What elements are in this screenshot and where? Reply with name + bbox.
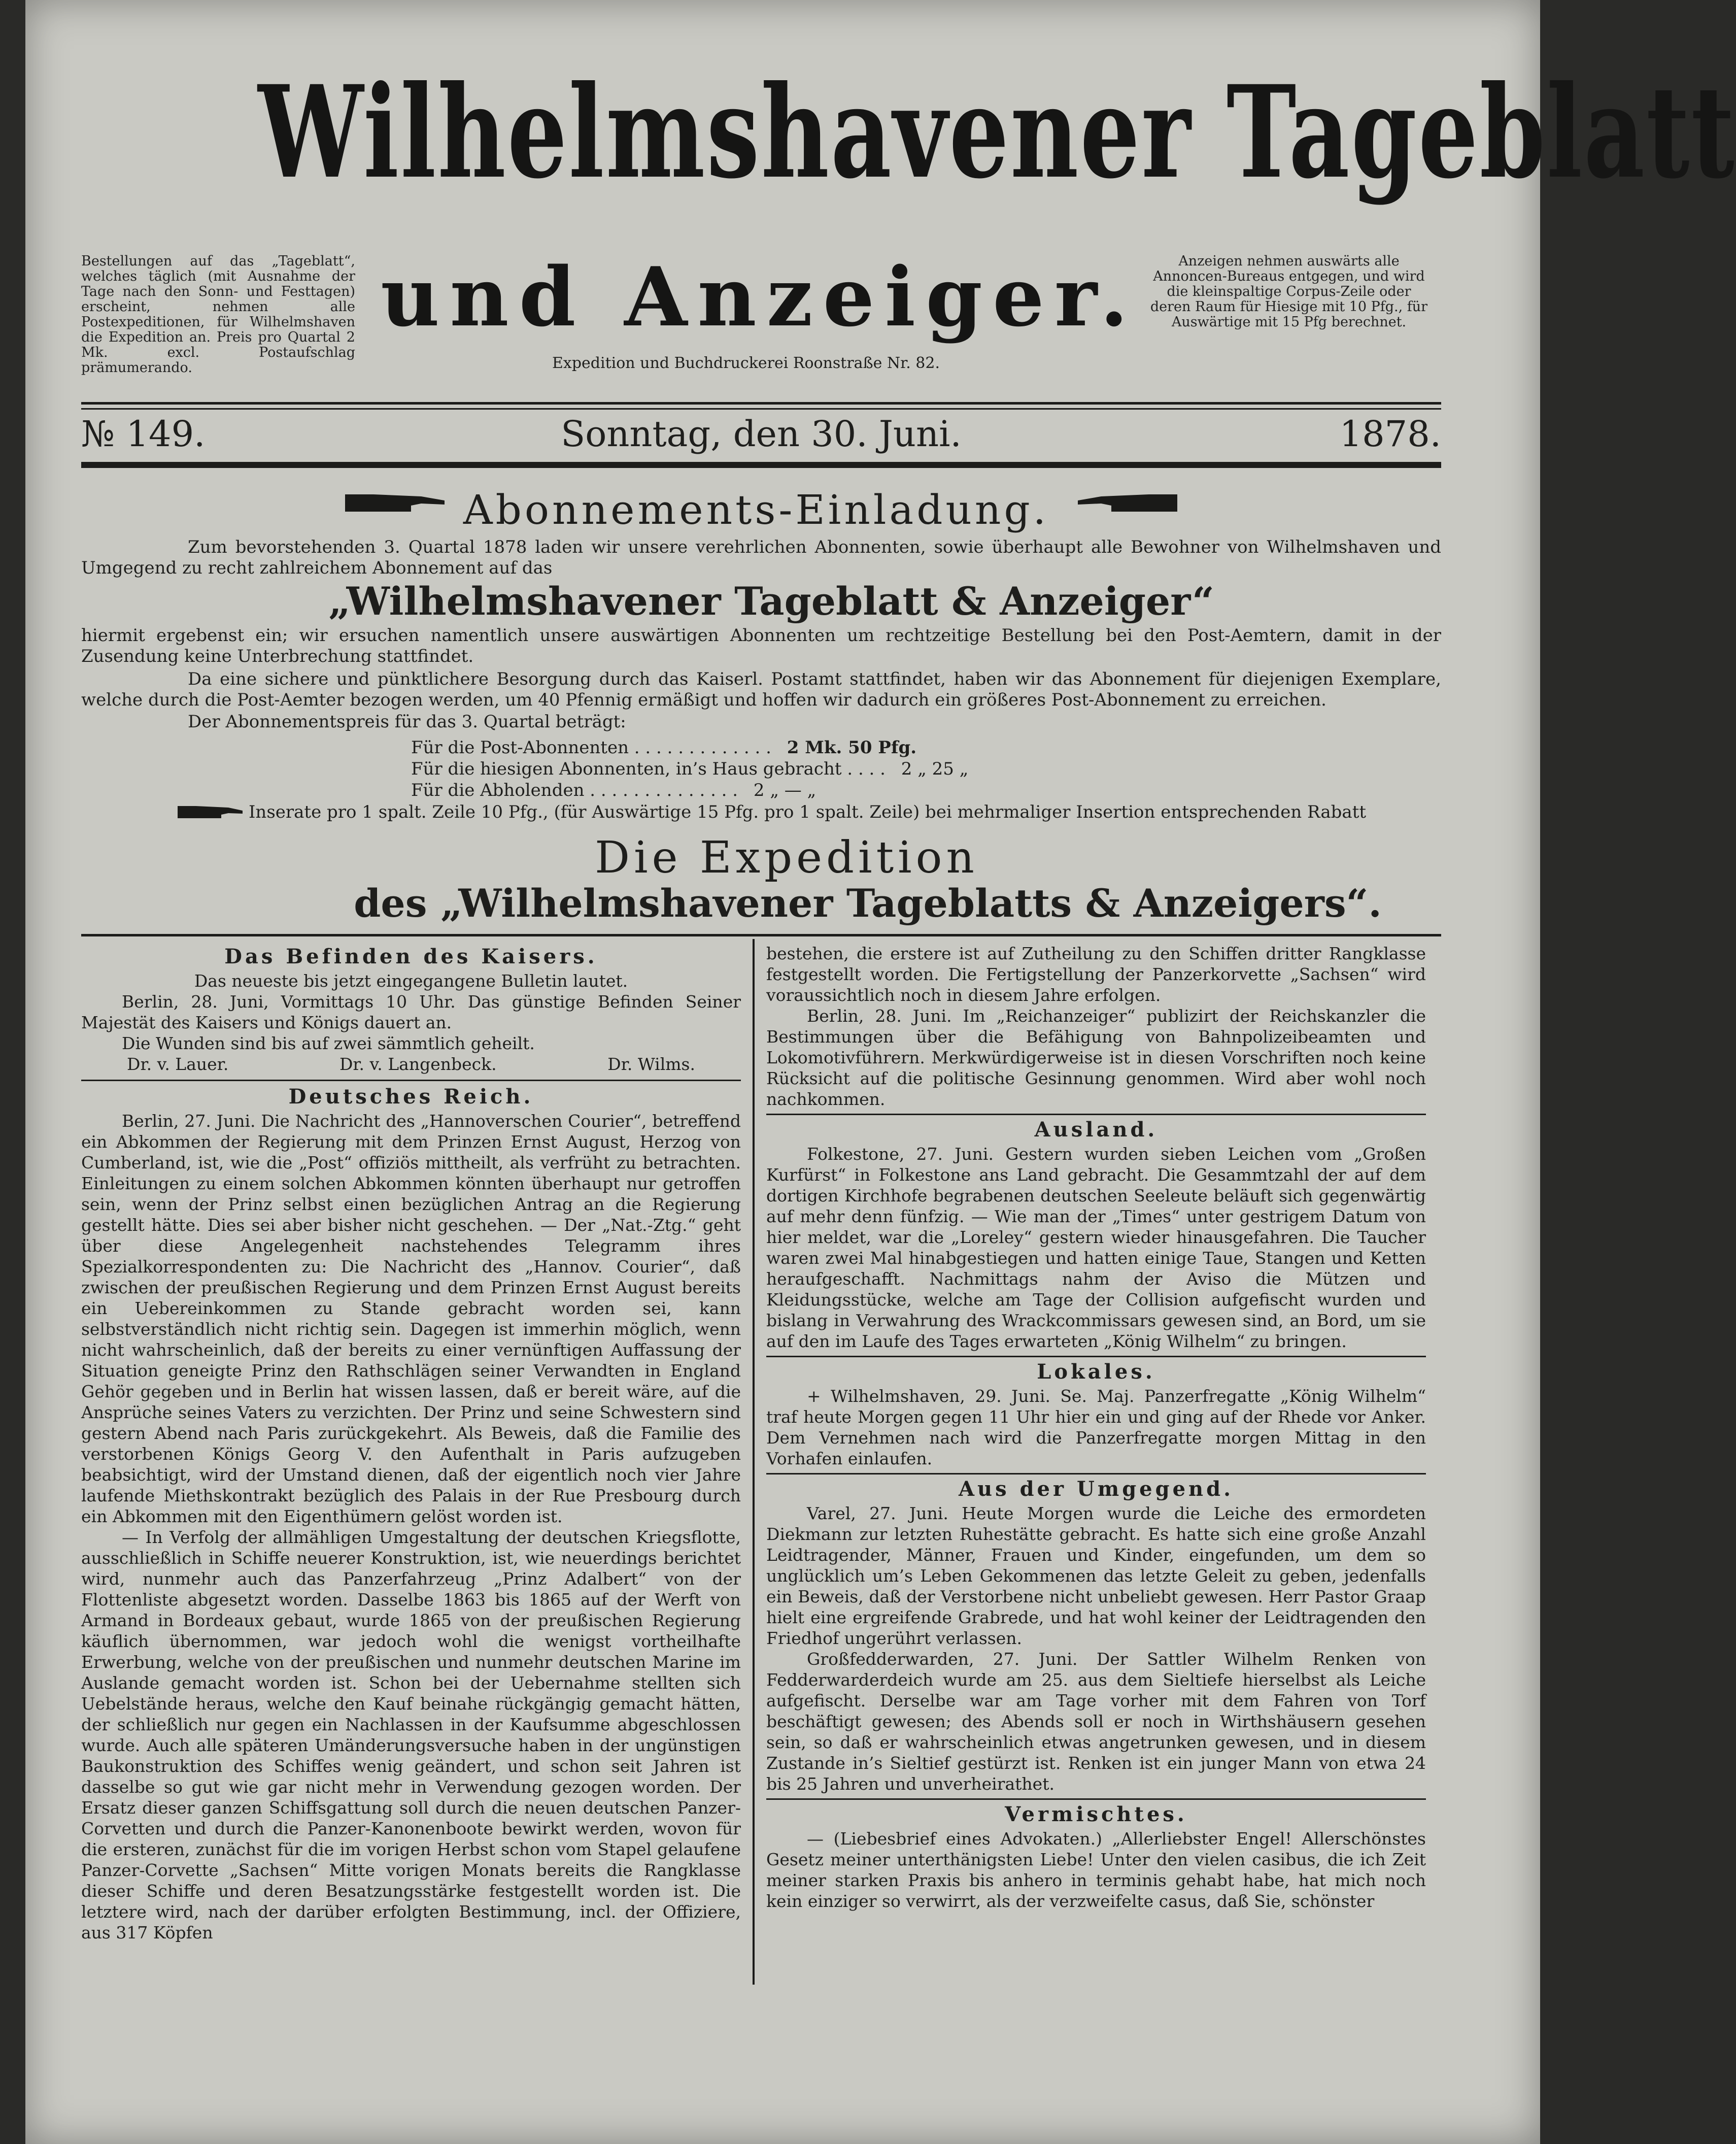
subscription-heading: Abonnements-Einladung. <box>463 486 1049 533</box>
signature-expedition: Die Expedition <box>595 832 978 883</box>
pointing-hand-right-icon <box>345 487 447 518</box>
price-value: 2 „ 25 „ <box>901 759 969 779</box>
price-label: Für die Post-Abonnenten <box>411 738 629 758</box>
issue-date: Sonntag, den 30. Juni. <box>561 413 962 455</box>
signature-paper: des „Wilhelmshavener Tageblatts & Anzeigers“. <box>354 881 1382 926</box>
rule-top-thin <box>81 402 1441 405</box>
kaiser-bulletin: Berlin, 28. Juni, Vormittags 10 Uhr. Das günstige Befinden Seiner Majestät des Kaisers und Königs dauert an. <box>81 992 741 1032</box>
price-value: 2 Mk. 50 Pfg. <box>787 738 917 758</box>
umgegend-article-1: Varel, 27. Juni. Heute Morgen wurde die Leiche des ermordeten Diekmann zur letzten Ruhestätte gebracht. Es hatte sich eine große Anzahl Leidtragender, Männer, Frauen und Kinder, eingefunden, um dem so unglücklich um’s Leben Gekommenen das letzte Geleit zu geben, jedenfalls ein Beweis, daß der Verstorbene nicht unbeliebt gewesen. Herr Pastor Graap hielt eine ergreifende Grabrede, und hat wohl keiner der Leidtragenden den Friedhof ungerührt verlassen. <box>766 1503 1426 1648</box>
pointing-hand-left-icon <box>1076 487 1177 518</box>
section-divider <box>766 1114 1426 1115</box>
lokales-article: + Wilhelmshaven, 29. Juni. Se. Maj. Panzerfregatte „König Wilhelm“ traf heute Morgen gegen 11 Uhr hier ein und ging auf der Rhede vor Anker. Dem Vernehmen nach wird die Panzerfregatte morgen Mittag in den Vorhafen einlaufen. <box>766 1386 1426 1468</box>
signature-wilms: Dr. Wilms. <box>607 1054 695 1074</box>
umgegend-article-2: Großfedderwarden, 27. Juni. Der Sattler Wilhelm Renken von Fedderwarderdeich wurde am 25. aus dem Sieltiefe hierselbst als Leiche aufgefischt. Derselbe war am Tage vorher mit dem Fahren von Torf beschäftigt gewesen; des Abends soll er noch in Wirthshäusern gesehen sein, so daß er wahrscheinlich etwas angetrunken gewesen, und in diesem Zustande in’s Sieltief gestürzt ist. Renken ist ein junger Mann von etwa 24 bis 25 Jahren und unverheirathet. <box>766 1649 1426 1794</box>
section-title-umgegend: Aus der Umgegend. <box>959 1477 1234 1501</box>
section-divider <box>81 1080 741 1081</box>
vermischtes-article: — (Liebesbrief eines Advokaten.) „Allerliebster Engel! Allerschönstes Gesetz meiner unterthänigsten Liebe! Unter den vielen casibus, die ich Zeit meiner starken Praxis bis anhero in terminis gehabt habe, hat mich noch kein einziger so verwirrt, als der verzweifelte casus, daß Sie, schönster <box>766 1829 1426 1911</box>
subscription-intro: Zum bevorstehenden 3. Quartal 1878 laden wir unsere verehrlichen Abonnenten, sowie überhaupt alle Bewohner von Wilhelmshaven und Umgegend zu recht zahlreichem Abonnement auf das <box>81 537 1441 578</box>
newspaper-page <box>25 0 1736 2144</box>
section-divider <box>766 1356 1426 1357</box>
subscription-request: hiermit ergebenst ein; wir ersuchen namentlich unsere auswärtigen Abonnenten um rechtzeitige Bestellung bei den Post-Aemtern, damit in der Zusendung keine Unterbrechung stattfindet. <box>81 625 1441 666</box>
section-title-lokales: Lokales. <box>1037 1360 1155 1384</box>
paper-name: „Wilhelmshavener Tageblatt & Anzeiger“ <box>328 579 1214 624</box>
section-title-vermischtes: Vermischtes. <box>1005 1802 1187 1826</box>
masthead-subtitle: und Anzeiger. <box>381 249 1139 345</box>
kaiser-signatures <box>81 1054 741 1075</box>
kaiser-intro: Das neueste bis jetzt eingegangene Bulletin lautet. <box>194 971 628 991</box>
price-label: Für die Abholenden <box>411 780 585 800</box>
left-column <box>81 943 741 1943</box>
rule-columns-top <box>81 934 1441 936</box>
price-dots: . . . . <box>847 759 886 779</box>
section-title-reich: Deutsches Reich. <box>288 1085 534 1109</box>
imprint-line: Expedition und Buchdruckerei Roonstraße Nr. 82. <box>552 354 940 372</box>
right-column <box>766 943 1426 1912</box>
continued-article: bestehen, die erstere ist auf Zutheilung zu den Schiffen dritter Rangklasse festgestellt worden. Die Fertigstellung der Panzerkorvette „Sachsen“ wird voraussichtlich noch in diesem Jahre erfolgen. <box>766 944 1426 1005</box>
section-divider <box>766 1798 1426 1800</box>
price-intro: Der Abonnementspreis für das 3. Quartal beträgt: <box>188 712 626 732</box>
signature-langenbeck: Dr. v. Langenbeck. <box>339 1054 497 1074</box>
section-title-kaiser: Das Befinden des Kaisers. <box>224 945 598 968</box>
rule-top-thin-2 <box>81 408 1441 410</box>
price-row <box>411 758 968 780</box>
advertising-rates: Inserate pro 1 spalt. Zeile 10 Pfg., (für Auswärtige 15 Pfg. pro 1 spalt. Zeile) bei mehrmaliger Insertion entsprechenden Rabatt <box>249 802 1367 822</box>
ausland-article: Folkestone, 27. Juni. Gestern wurden sieben Leichen vom „Großen Kurfürst“ in Folkestone ans Land gebracht. Die Gesammtzahl der auf dem dortigen Kirchhofe begrabenen deutschen Seeleute beläuft sich gegenwärtig auf mehr denn fünfzig. — Wie man der „Times“ unter gestrigem Datum von hier meldet, war die „Loreley“ gestern wieder hinausgefahren. Die Taucher waren zwei Mal hinabgestiegen und hatten einige Taue, Stangen und Ketten heraufgeschafft. Nachmittags nahm der Aviso die Mützen und Kleidungsstücke, welche am Tage der Collision aufgefischt wurden und bislang in Verwahrung des Wrackcommissars gewesen sind, an Bord, um sie auf den im Laufe des Tages erwarteten „König Wilhelm“ zu bringen. <box>766 1144 1426 1351</box>
reich-article-2: — In Verfolg der allmähligen Umgestaltung der deutschen Kriegsflotte, ausschließlich in Schiffe neuerer Konstruktion, ist, wie neuerdings berichtet wird, nunmehr auch das Panzerfahrzeug „Prinz Adalbert“ von der Flottenliste abgesetzt worden. Dasselbe 1863 bis 1865 auf der Werft von Armand in Bordeaux gebaut, wurde 1865 von der preußischen Regierung käuflich übernommen, war jedoch wohl die wenigst vortheilhafte Erwerbung, welche von der preußischen und nunmehr deutschen Marine im Auslande gemacht worden ist. Schon bei der Uebernahme stellten sich Uebelstände heraus, welche den Kauf beinahe rückgängig gemacht hätten, der schließlich nur gegen ein Nachlassen in der Kaufsumme abgeschlossen wurde. Auch alle späteren Umänderungsversuche haben in der ungünstigen Baukonstruktion des Schiffes wenig geändert, und schon seit Jahren ist dasselbe so gut wie gar nicht mehr in Verwendung gezogen worden. Der Ersatz dieser ganzen Schiffsgattung soll durch die neuen deutschen Panzer-Corvetten und durch die Panzer-Kanonenboote bewirkt werden, wovon für die ersteren, zunächst für die im vorigen Herbst schon vom Stapel gelaufene Panzer-Corvette „Sachsen“ Mitte vorigen Monats bereits die Rangklasse dieser Schiffe und deren Besatzungsstärke festgestellt worden ist. Die letztere wird, nach der darüber erfolgten Bestimmung, incl. der Offiziere, aus 317 Köpfen <box>81 1527 741 1942</box>
dateline <box>81 411 1441 457</box>
reich-article-1: Berlin, 27. Juni. Die Nachricht des „Hannoverschen Courier“, betreffend ein Abkommen der Regierung mit dem Prinzen Ernst August, Herzog von Cumberland, ist, wie die „Post“ offiziös mittheilt, als verfrüht zu betrachten. Einleitungen zu einem solchen Abkommen könnten überhaupt nur getroffen sein, wenn der Prinz selbst einen bezüglichen Antrag an die Regierung gestellt hätte. Dies sei aber bisher nicht geschehen. — Der „Nat.-Ztg.“ geht über diese Angelegenheit nachstehendes Telegramm ihres Spezialkorrespondenten zu: Die Nachricht des „Hannov. Courier“, daß zwischen der preußischen Regierung und dem Prinzen Ernst August bereits ein Uebereinkommen zu Stande gebracht worden sei, kann selbstverständlich nicht richtig sein. Dagegen ist immerhin möglich, wenn nicht wahrscheinlich, daß der bereits zu einer vernünftigen Auffassung der Situation geneigte Prinz den Rathschlägen seiner Verwandten in England Gehör gegeben und in Berlin hat wissen lassen, daß er bereit wäre, auf die Ansprüche seines Vaters zu verzichten. Der Prinz und seine Schwestern sind gestern Abend nach Paris zurückgekehrt. Als Beweis, daß die Familie des verstorbenen Königs Georg V. den Aufenthalt in Paris aufzugeben beabsichtigt, wird der Umstand dienen, daß der eigentlich noch vier Jahre laufende Miethskontrakt bezüglich des Palais in der Rue Presbourg durch ein Abkommen mit den Eigenthümern gelöst worden ist. <box>81 1111 741 1526</box>
issue-number: № 149. <box>81 413 206 455</box>
price-dots: . . . . . . . . . . . . . <box>634 738 771 758</box>
advertising-note: Anzeigen nehmen auswärts alle Annoncen-Bureaus entgegen, und wird die kleinspaltige Corpus-Zeile oder deren Raum für Hiesige mit 10 Pfg., für Auswärtige mit 15 Pfg berechnet. <box>1150 253 1428 330</box>
column-divider <box>753 939 755 1985</box>
post-discount-note: Da eine sichere und pünktlichere Besorgung durch das Kaiserl. Postamt stattfindet, haben wir das Abonnement für diejenigen Exemplare, welche durch die Post-Aemter bezogen werden, um 40 Pfennig ermäßigt und hoffen wir dadurch ein größeres Post-Abonnement zu erreichen. <box>81 669 1441 710</box>
price-value: 2 „ — „ <box>753 780 816 800</box>
berlin-article: Berlin, 28. Juni. Im „Reichanzeiger“ publizirt der Reichskanzler die Bestimmungen über die Befähigung von Bahnpolizeibeamten und Lokomotivführern. Merkwürdigerweise ist in diesen Vorschriften noch keine Rücksicht auf die politische Gesinnung genommen. Wird aber wohl noch nachkommen. <box>766 1006 1426 1109</box>
signature-lauer: Dr. v. Lauer. <box>127 1054 229 1074</box>
price-row <box>411 737 916 758</box>
section-title-ausland: Ausland. <box>1034 1118 1158 1142</box>
issue-year: 1878. <box>1339 413 1441 455</box>
price-label: Für die hiesigen Abonnenten, in’s Haus gebracht <box>411 759 842 779</box>
pointing-hand-small-icon <box>178 802 244 822</box>
masthead-title: Wilhelmshavener Tageblatt <box>258 57 1736 207</box>
subscription-note: Bestellungen auf das „Tageblatt“, welches täglich (mit Ausnahme der Tage nach den Sonn- und Festtagen) erscheint, nehmen alle Postexpeditionen, für Wilhelmshaven die Expedition an. Preis pro Quartal 2 Mk. excl. Postaufschlag prämumerando. <box>81 253 355 376</box>
kaiser-wounds: Die Wunden sind bis auf zwei sämmtlich geheilt. <box>122 1033 535 1053</box>
section-divider <box>766 1473 1426 1475</box>
price-dots: . . . . . . . . . . . . . . <box>590 780 738 800</box>
rule-dateline-bottom <box>81 462 1441 468</box>
price-row <box>411 780 816 801</box>
